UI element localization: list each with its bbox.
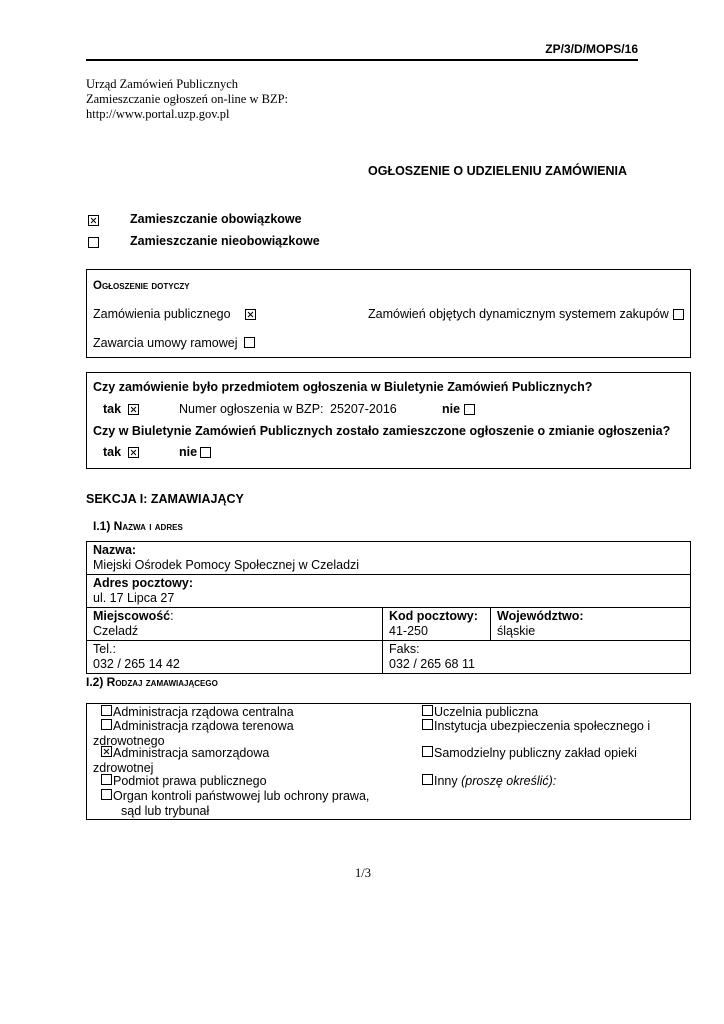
postcode-label: Kod pocztowy: — [389, 609, 478, 623]
mandatory-label: Zamieszczanie obowiązkowe — [130, 212, 302, 226]
postcode-cell — [383, 608, 491, 641]
postcode-value: 41-250 — [389, 624, 428, 638]
optional-label: Zamieszczanie nieobowiązkowe — [130, 234, 320, 248]
name-cell — [87, 542, 691, 575]
section-1-2-heading: I.2) Rodzaj zamawiającego — [86, 675, 218, 689]
city-value: Czeladź — [93, 624, 139, 638]
type-health-unit-checkbox[interactable] — [422, 746, 433, 757]
city-cell: Miejscowość: Czeladź — [87, 608, 383, 641]
type-gov-regional-checkbox[interactable] — [101, 719, 112, 730]
type-continuation-3: sąd lub trybunał — [121, 804, 210, 818]
type-continuation-1: zdrowotnego — [93, 734, 165, 748]
name-label: Nazwa: — [93, 543, 137, 557]
bulletin-yes-label-1: tak — [103, 402, 122, 416]
bulletin-no-checkbox-1[interactable] — [463, 402, 476, 420]
bulletin-no-label-1: nie — [442, 402, 461, 416]
type-gov-central[interactable]: Administracja rządowa centralna — [100, 705, 294, 720]
optional-checkbox[interactable] — [87, 235, 100, 253]
page-title: OGŁOSZENIE O UDZIELENIU ZAMÓWIENIA — [368, 164, 628, 178]
issuer-block — [86, 77, 288, 122]
type-health-unit[interactable]: Samodzielny publiczny zakład opieki — [421, 746, 637, 761]
notice-concerns-heading: Ogłoszenie dotyczy — [93, 280, 190, 292]
fax-cell — [383, 641, 691, 674]
public-contract-checkbox[interactable] — [244, 307, 257, 325]
dynamic-system-checkbox[interactable] — [672, 307, 685, 325]
public-contract-label: Zamówienia publicznego — [93, 307, 231, 321]
section-1-title: SEKCJA I: ZAMAWIAJĄCY — [86, 492, 244, 506]
fax-label: Faks: — [389, 642, 420, 656]
bzp-number-value: 25207-2016 — [330, 402, 397, 416]
address-label: Adres pocztowy: — [93, 576, 194, 590]
dynamic-system-label: Zamówień objętych dynamicznym systemem zakupów — [368, 307, 669, 321]
bulletin-yes-checkbox-2[interactable] — [127, 445, 140, 463]
address-cell — [87, 575, 691, 608]
bulletin-no-label-2: nie — [179, 445, 198, 459]
framework-label: Zawarcia umowy ramowej — [93, 336, 238, 350]
type-other-hint: (proszę określić): — [461, 774, 557, 788]
type-public-law-entity-checkbox[interactable] — [101, 774, 112, 785]
bzp-number-label: Numer ogłoszenia w BZP: — [179, 402, 324, 416]
voivodeship-label: Województwo: — [497, 609, 584, 623]
type-local-gov[interactable]: Administracja samorządowa — [100, 746, 269, 761]
voivodeship-value: śląskie — [497, 624, 536, 638]
type-social-insurance[interactable]: Instytucja ubezpieczenia społecznego i — [421, 719, 650, 734]
type-other[interactable]: Inny (proszę określić): — [421, 774, 556, 789]
contracting-authority-table — [86, 541, 691, 674]
type-state-control-checkbox[interactable] — [101, 789, 112, 800]
type-gov-central-checkbox[interactable] — [101, 705, 112, 716]
bulletin-yes-checkbox-1[interactable] — [127, 402, 140, 420]
framework-checkbox[interactable] — [243, 335, 256, 353]
bulletin-question-2: Czy w Biuletynie Zamówień Publicznych zostało zamieszczone ogłoszenie o zmianie ogłoszenia? — [93, 424, 671, 438]
mandatory-checkbox[interactable] — [87, 213, 100, 231]
issuer-line-2: Zamieszczanie ogłoszeń on-line w BZP: — [86, 92, 289, 106]
bulletin-no-checkbox-2[interactable] — [199, 445, 212, 463]
header-rule — [86, 59, 638, 61]
page-number: 1/3 — [355, 866, 371, 880]
name-value: Miejski Ośrodek Pomocy Społecznej w Czeladzi — [93, 558, 360, 572]
document-reference: ZP/3/D/MOPS/16 — [545, 42, 638, 56]
bulletin-yes-label-2: tak — [103, 445, 122, 459]
section-1-1-heading: I.1) Nazwa i adres — [93, 519, 183, 533]
type-university[interactable]: Uczelnia publiczna — [421, 705, 538, 720]
type-state-control[interactable]: Organ kontroli państwowej lub ochrony prawa, — [100, 789, 369, 804]
issuer-url: http://www.portal.uzp.gov.pl — [86, 107, 230, 121]
bulletin-question-1: Czy zamówienie było przedmiotem ogłoszenia w Biuletynie Zamówień Publicznych? — [93, 380, 593, 394]
fax-value: 032 / 265 68 11 — [389, 657, 475, 671]
type-social-insurance-checkbox[interactable] — [422, 719, 433, 730]
tel-value: 032 / 265 14 42 — [93, 657, 180, 671]
type-other-checkbox[interactable] — [422, 774, 433, 785]
voivodeship-cell — [491, 608, 691, 641]
type-university-checkbox[interactable] — [422, 705, 433, 716]
type-continuation-2: zdrowotnej — [93, 761, 154, 775]
type-public-law-entity[interactable]: Podmiot prawa publicznego — [100, 774, 267, 789]
city-label: Miejscowość — [93, 609, 171, 623]
address-value: ul. 17 Lipca 27 — [93, 591, 175, 605]
issuer-line-1: Urząd Zamówień Publicznych — [86, 77, 239, 91]
tel-cell — [87, 641, 383, 674]
type-local-gov-checkbox[interactable] — [101, 746, 112, 757]
tel-label: Tel.: — [93, 642, 116, 656]
type-gov-regional[interactable]: Administracja rządowa terenowa — [100, 719, 294, 734]
